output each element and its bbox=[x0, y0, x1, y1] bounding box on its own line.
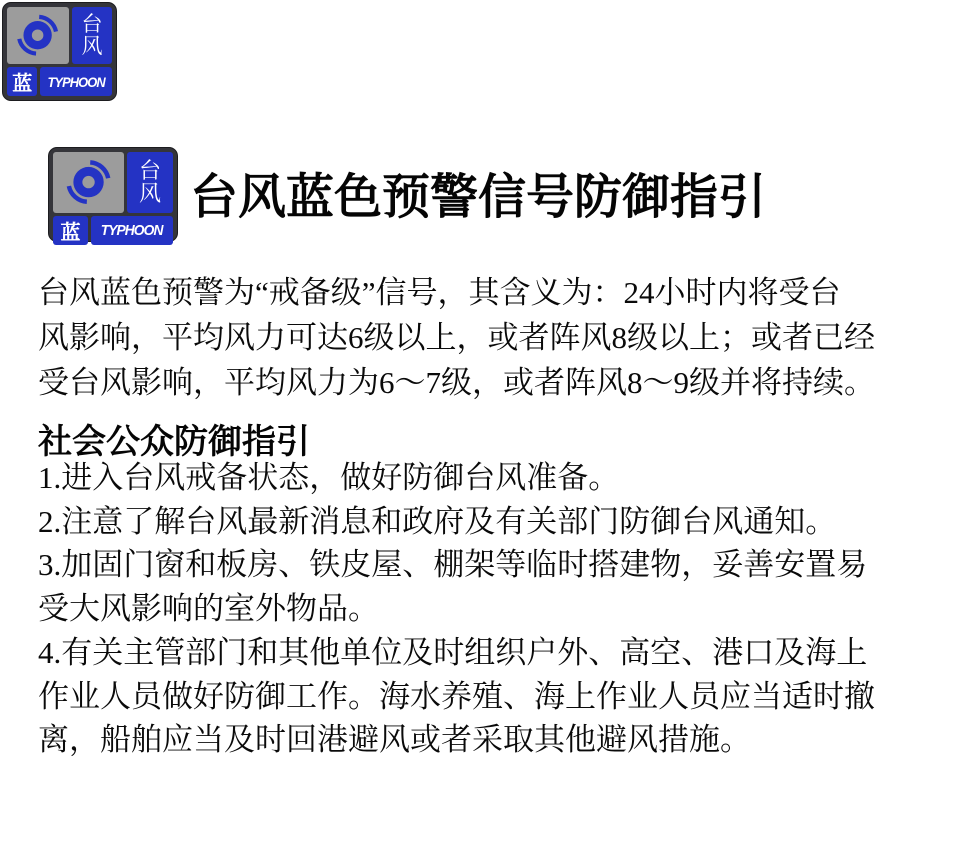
paragraph-line: 受台风影响，平均风力为6～7级，或者阵风8～9级并将持续。 bbox=[38, 365, 875, 400]
badge-level-label: 蓝 bbox=[12, 73, 33, 95]
public-guide-heading: 社会公众防御指引 bbox=[38, 423, 310, 461]
guide-line: 作业人员做好防御工作。海水养殖、海上作业人员应当适时撤 bbox=[38, 678, 875, 714]
badge-english-cell bbox=[91, 216, 173, 245]
paragraph-line: 台风蓝色预警为“戒备级”信号，其含义为：24小时内将受台 bbox=[38, 275, 841, 310]
badge-level-label: 蓝 bbox=[60, 222, 81, 245]
paragraph-line: 风影响，平均风力可达6级以上，或者阵风8级以上；或者已经 bbox=[38, 320, 875, 355]
badge-region-cell bbox=[127, 152, 173, 213]
badge-region-char-bottom: 风 bbox=[81, 34, 103, 58]
badge-region-char-bottom: 风 bbox=[139, 180, 162, 206]
guide-line: 4.有关主管部门和其他单位及时组织户外、高空、港口及海上 bbox=[38, 634, 868, 670]
guide-line: 离，船舶应当及时回港避风或者采取其他避风措施。 bbox=[38, 722, 751, 758]
badge-region-cell bbox=[72, 7, 112, 64]
typhoon-blue-warning-badge-small bbox=[2, 2, 117, 101]
badge-bottom-row bbox=[53, 216, 173, 245]
badge-english-label: TYPHOON bbox=[47, 73, 105, 90]
badge-top-row bbox=[7, 7, 112, 64]
badge-region-char-top: 台 bbox=[139, 158, 162, 184]
typhoon-spiral-icon bbox=[11, 9, 64, 61]
badge-top-row bbox=[53, 152, 173, 213]
badge-region-char-top: 台 bbox=[81, 13, 103, 37]
badge-english-label: TYPHOON bbox=[101, 222, 163, 240]
typhoon-spiral-cell bbox=[7, 7, 69, 64]
badge-english-cell bbox=[40, 67, 112, 96]
guide-line: 3.加固门窗和板房、铁皮屋、棚架等临时搭建物，妥善安置易 bbox=[38, 547, 868, 583]
signal-definition-paragraph bbox=[38, 270, 928, 405]
typhoon-blue-warning-badge-large bbox=[48, 147, 178, 245]
public-guide-list bbox=[38, 456, 933, 762]
badge-level-cell bbox=[7, 67, 37, 96]
guide-line: 1.进入台风戒备状态，做好防御台风准备。 bbox=[38, 460, 620, 495]
page-title: 台风蓝色预警信号防御指引 bbox=[190, 171, 767, 224]
guide-line: 受大风影响的室外物品。 bbox=[38, 591, 379, 627]
badge-level-cell bbox=[53, 216, 88, 245]
typhoon-spiral-cell bbox=[53, 152, 124, 213]
typhoon-spiral-icon bbox=[58, 154, 119, 210]
guide-line: 2.注意了解台风最新消息和政府及有关部门防御台风通知。 bbox=[38, 503, 837, 539]
badge-bottom-row bbox=[7, 67, 112, 96]
